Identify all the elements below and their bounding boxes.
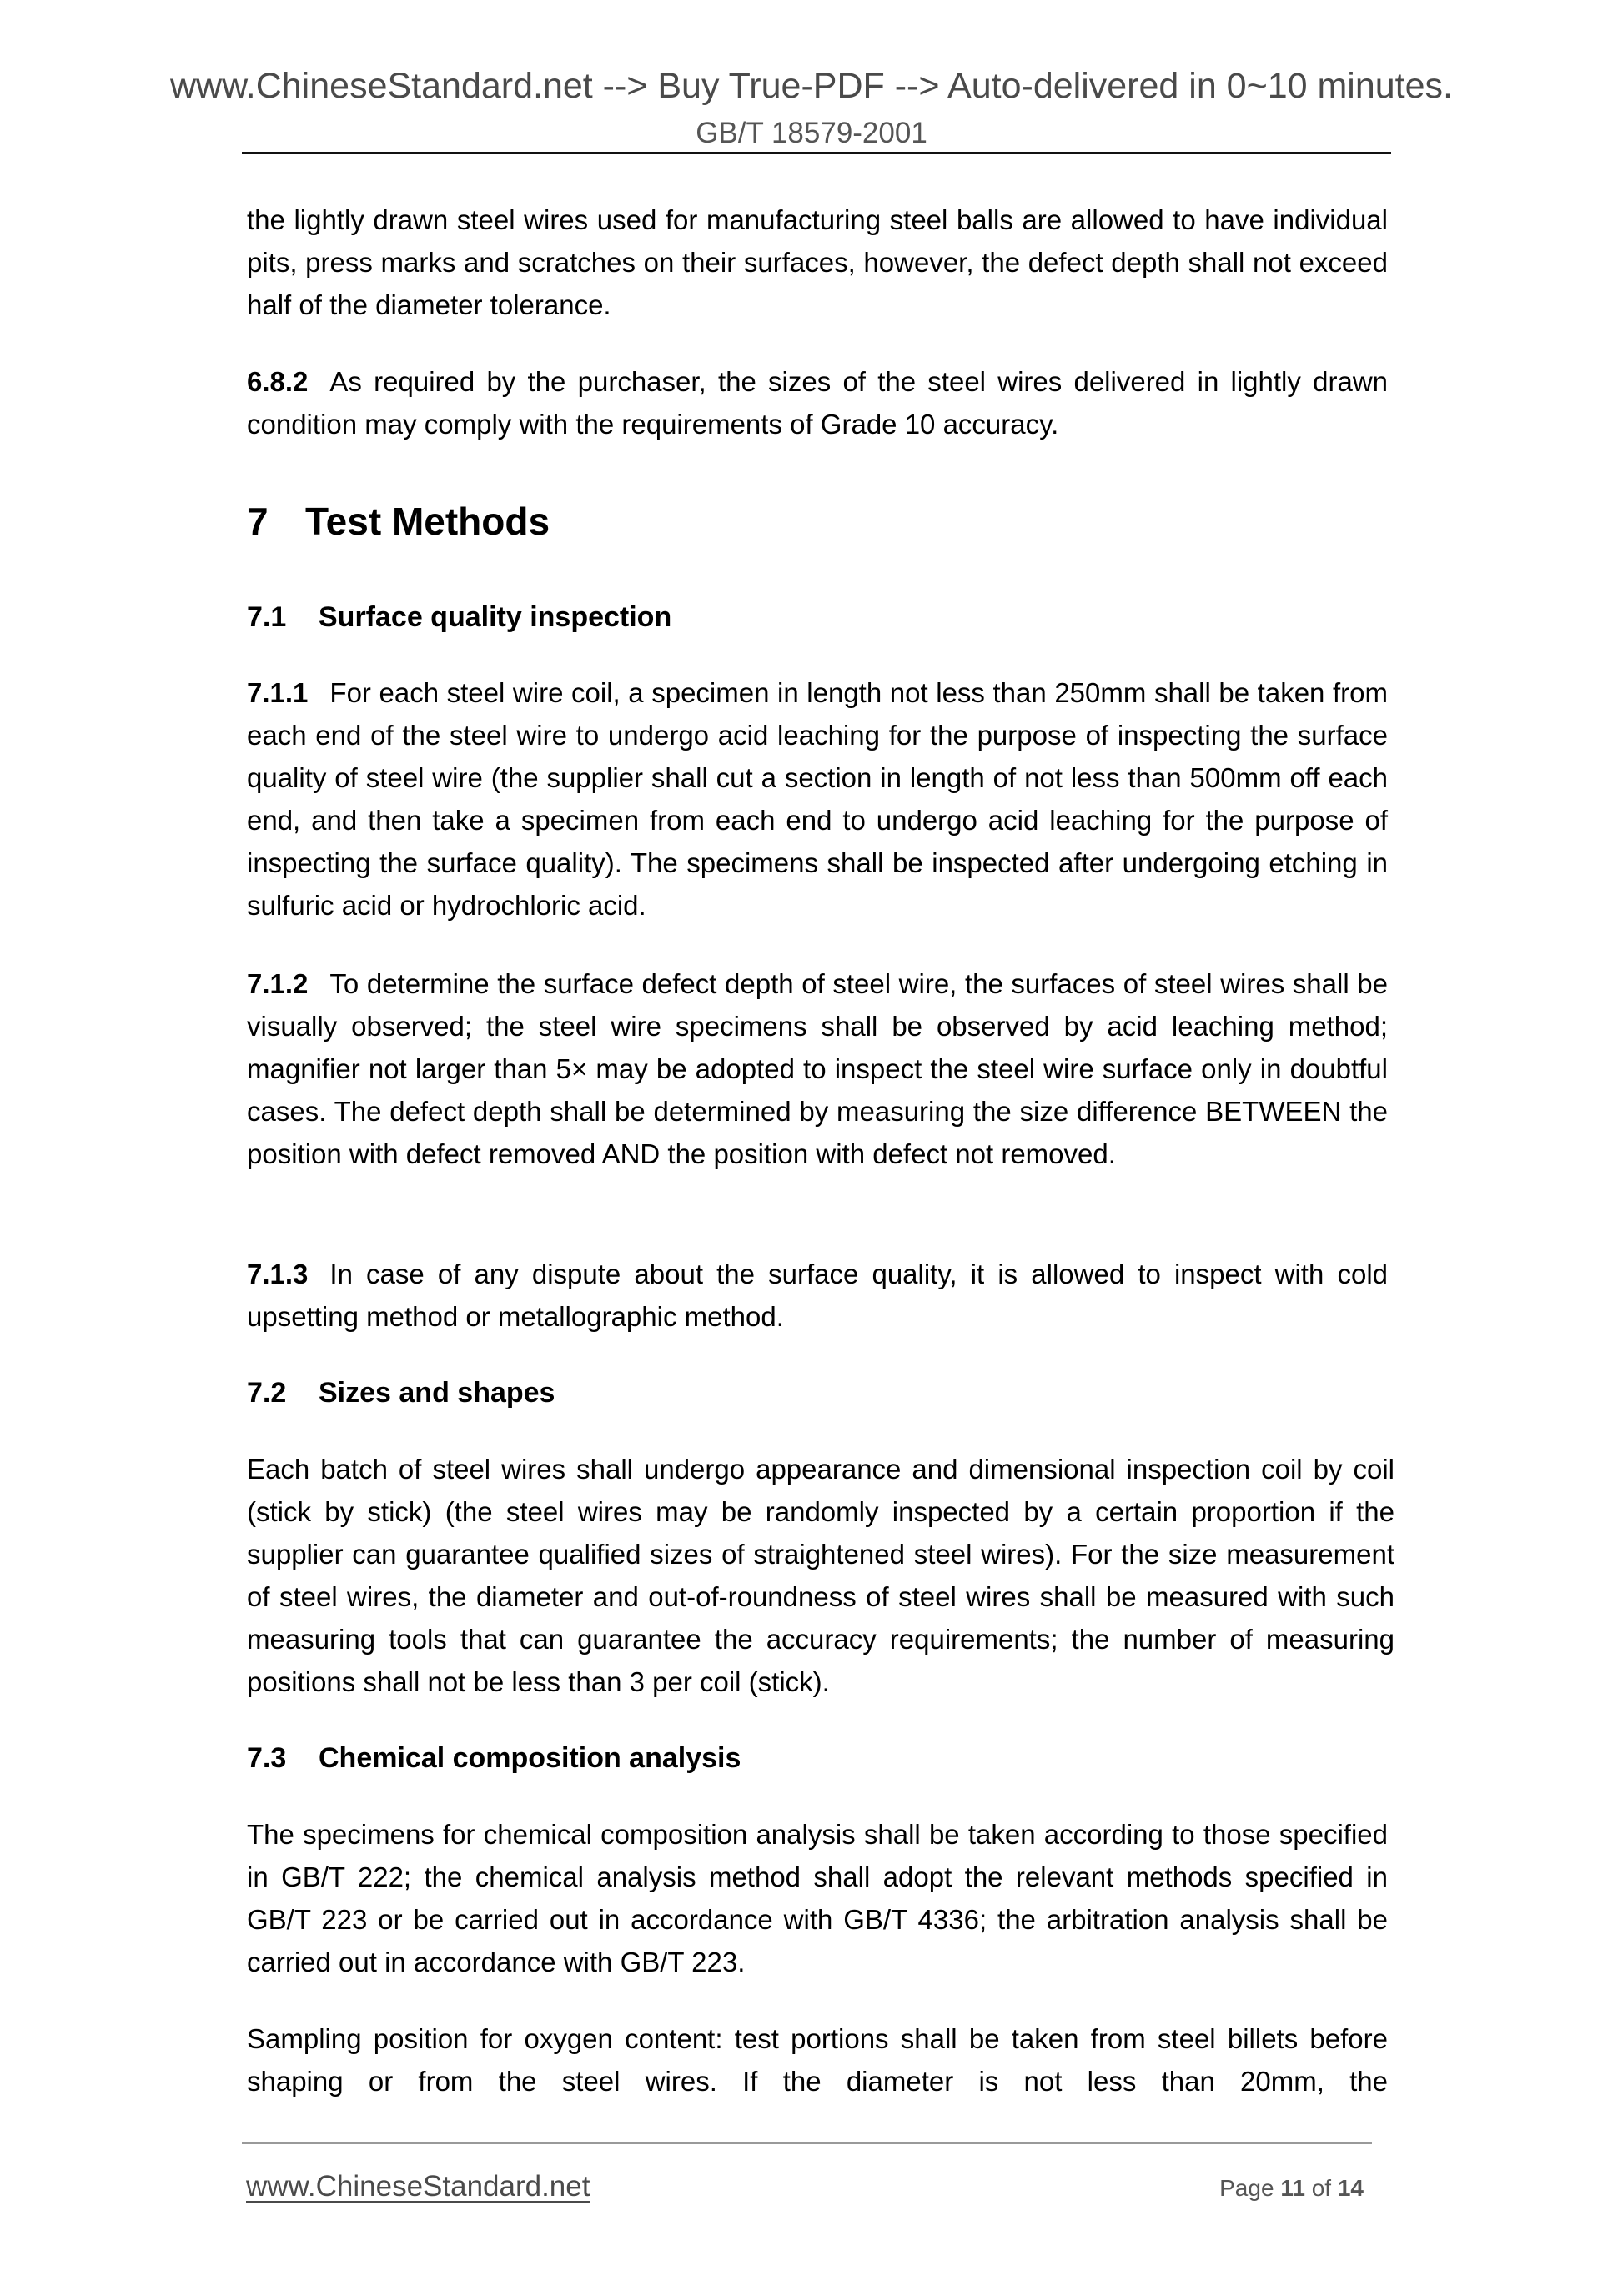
subsection-title: Surface quality inspection bbox=[319, 601, 672, 633]
paragraph-7-3-b bbox=[247, 2017, 1388, 2103]
subsection-heading-7-3 bbox=[247, 1739, 1388, 1777]
paragraph-7-3-a bbox=[247, 1813, 1388, 1983]
header-banner: www.ChineseStandard.net --> Buy True-PDF --> Auto-delivered in 0~10 minutes. bbox=[169, 66, 1453, 106]
page-current: 11 bbox=[1280, 2175, 1305, 2201]
subsection-number: 7.2 bbox=[247, 1377, 287, 1409]
standard-code: GB/T 18579-2001 bbox=[696, 117, 927, 149]
section-heading-7 bbox=[247, 498, 1388, 545]
clause-6-8-2 bbox=[247, 360, 1388, 445]
subsection-heading-7-2 bbox=[247, 1374, 1388, 1412]
header-divider bbox=[242, 152, 1391, 154]
footer-divider bbox=[242, 2142, 1372, 2144]
paragraph-text: the lightly drawn steel wires used for manufacturing steel balls are allowed to have individual pits, press marks and scratches on their surfaces, however, the defect depth shall not exceed half of the diameter tolerance. bbox=[247, 204, 1388, 320]
page-indicator bbox=[1219, 2172, 1364, 2205]
subsection-heading-7-1 bbox=[247, 598, 1388, 636]
clause-7-1-3 bbox=[247, 1253, 1388, 1338]
section-number: 7 bbox=[247, 500, 269, 543]
clause-text: In case of any dispute about the surface quality, it is allowed to inspect with cold upsetting method or metallographic method. bbox=[247, 1259, 1388, 1332]
footer-website-link[interactable]: www.ChineseStandard.net bbox=[246, 2170, 590, 2203]
paragraph-text: The specimens for chemical composition analysis shall be taken according to those specified in GB/T 222; the chemical analysis method shall adopt the relevant methods specified in GB/T 223 or be carried out in accordance with GB/T 4336; the arbitration analysis shall be carried out in accordance with GB/T 223. bbox=[247, 1819, 1388, 1977]
paragraph-text: Each batch of steel wires shall undergo appearance and dimensional inspection coil by coil (stick by stick) (the steel wires may be randomly inspected by a certain proportion if the supplier can guarantee qualified sizes of straightened steel wires). For the size measurement of steel wires, the diameter and out-of-roundness of steel wires shall be measured with such measuring tools that can guarantee the accuracy requirements; the number of measuring positions shall not be less than 3 per coil (stick). bbox=[247, 1454, 1394, 1697]
clause-number: 7.1.2 bbox=[247, 968, 309, 999]
paragraph-text: Sampling position for oxygen content: test portions shall be taken from steel billets before shaping or from the steel wires. If the diameter is not less than 20mm, the bbox=[247, 2023, 1388, 2097]
page-of-label: of bbox=[1311, 2175, 1332, 2201]
clause-text: To determine the surface defect depth of steel wire, the surfaces of steel wires shall be visually observed; the steel wire specimens shall be observed by acid leaching method; magnifier not larger than 5× may be adopted to inspect the steel wire surface only in doubtful cases. The defect depth shall be determined by measuring the size difference BETWEEN the position with defect removed AND the position with defect not removed. bbox=[247, 968, 1388, 1169]
subsection-title: Chemical composition analysis bbox=[319, 1742, 741, 1774]
page-total: 14 bbox=[1337, 2175, 1364, 2201]
page-label: Page bbox=[1219, 2175, 1274, 2201]
clause-7-1-1 bbox=[247, 671, 1388, 927]
section-title: Test Methods bbox=[305, 500, 550, 543]
clause-text: For each steel wire coil, a specimen in length not less than 250mm shall be taken from each end of the steel wire to undergo acid leaching for the purpose of inspecting the surface quality of steel wire (the supplier shall cut a section in length of not less than 500mm off each end, and then take a specimen from each end to undergo acid leaching for the purpose of inspecting the surface quality). The specimens shall be inspected after undergoing etching in sulfuric acid or hydrochloric acid. bbox=[247, 677, 1388, 921]
subsection-number: 7.3 bbox=[247, 1742, 287, 1774]
clause-number: 7.1.1 bbox=[247, 677, 309, 708]
subsection-title: Sizes and shapes bbox=[319, 1377, 555, 1409]
paragraph-continued bbox=[247, 198, 1388, 326]
paragraph-7-2 bbox=[247, 1448, 1394, 1703]
clause-number: 7.1.3 bbox=[247, 1259, 309, 1289]
subsection-number: 7.1 bbox=[247, 601, 287, 633]
clause-text: As required by the purchaser, the sizes of the steel wires delivered in lightly drawn condition may comply with the requirements of Grade 10 accuracy. bbox=[247, 366, 1388, 440]
clause-number: 6.8.2 bbox=[247, 366, 309, 397]
clause-7-1-2 bbox=[247, 962, 1388, 1175]
